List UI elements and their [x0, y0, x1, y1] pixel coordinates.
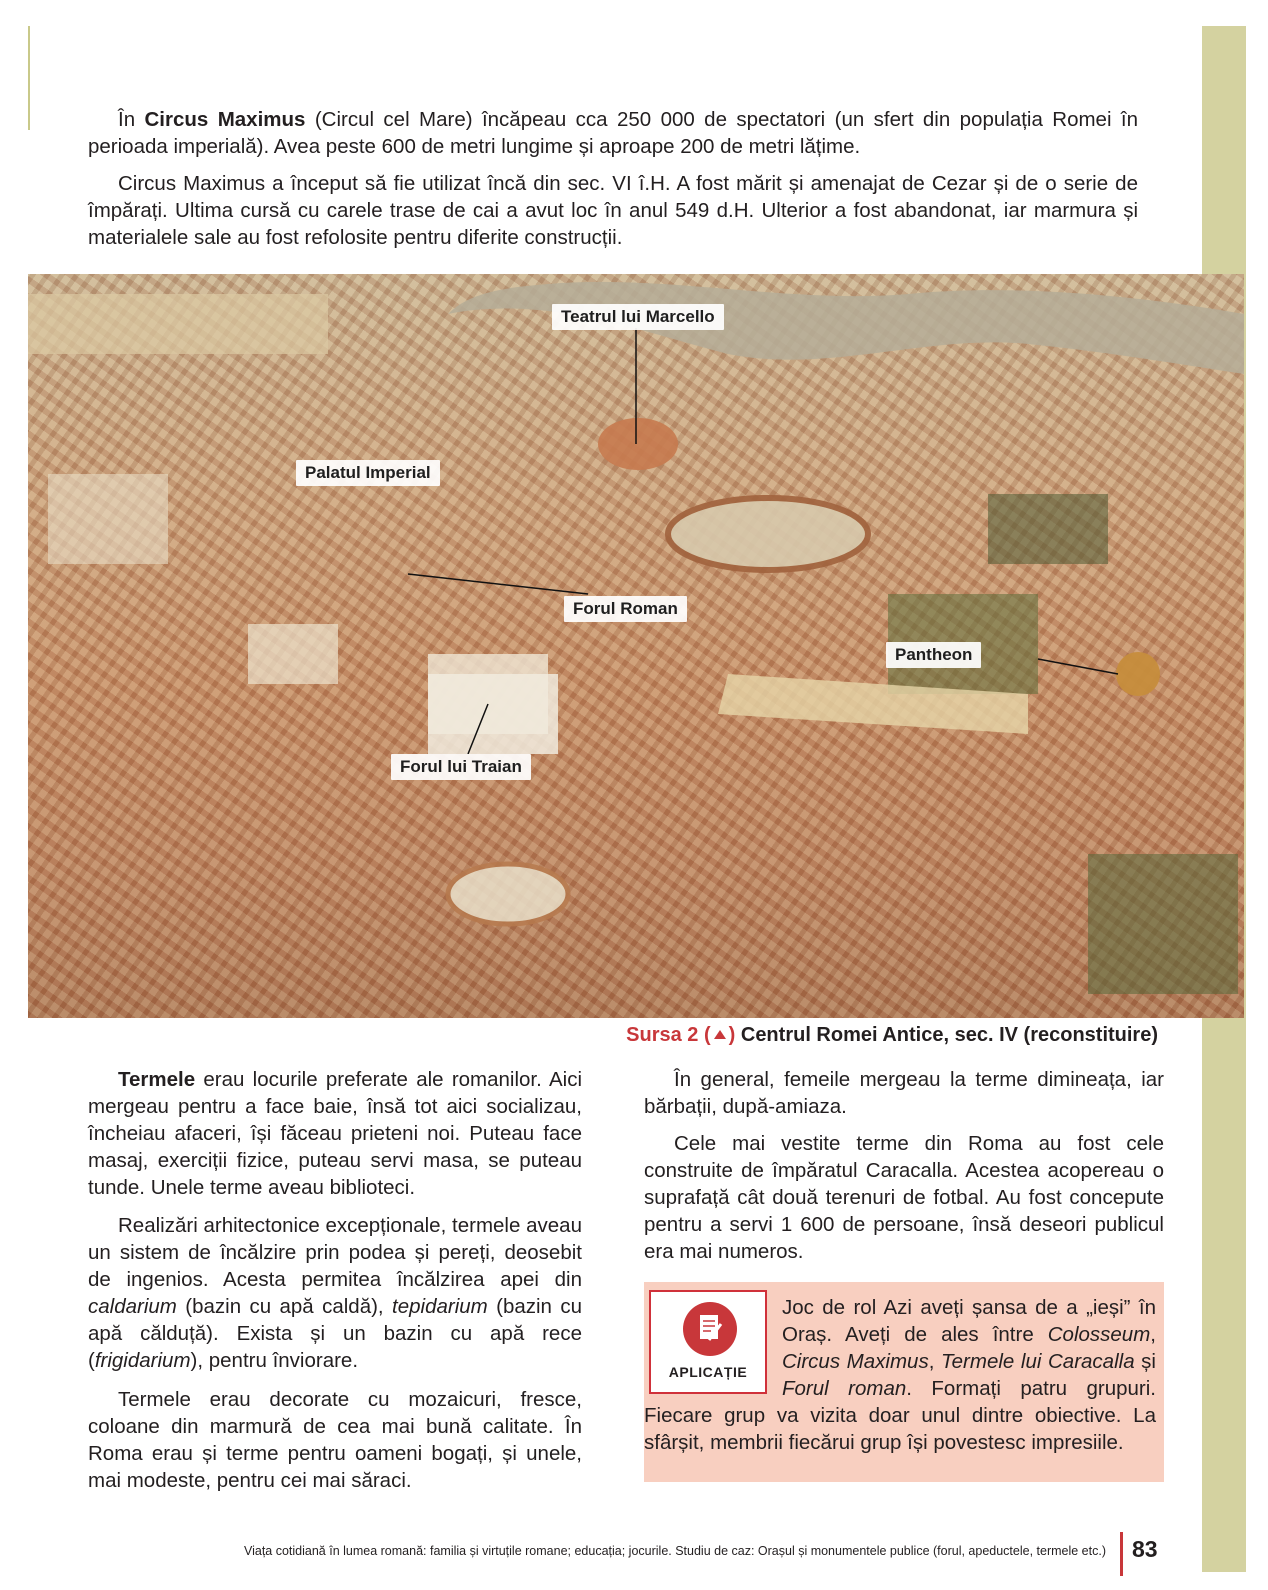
page-number: 83: [1132, 1536, 1158, 1562]
application-badge-label: APLICAȚIE: [668, 1364, 748, 1380]
label-pantheon: Pantheon: [886, 642, 981, 668]
triangle-up-icon: [714, 1030, 726, 1039]
intro-paragraph-1: În Circus Maximus (Circul cel Mare) încăpeau cca 250 000 de spectatori (un sfert din populația Romei în perioada imperială). Avea peste 600 de metri lungime și aproape 200 de metri lățime.: [88, 108, 1138, 158]
left-paragraph-3: Termele erau decorate cu mozaicuri, fresce, coloane din marmură de cea mai bună calitate. În Roma erau și terme pentru oameni bogați, și unele, mai modeste, pentru cei mai săraci.: [88, 1388, 582, 1492]
right-paragraph-2: Cele mai vestite terme din Roma au fost cele construite de împăratul Caracalla. Acestea acopereau o suprafață cât două terenuri de fotbal. Au fost concepute pentru a servi 1 600 de persoane, însă deseori publicul era mai numeros.: [644, 1132, 1164, 1263]
termele-term: Termele: [118, 1068, 196, 1091]
left-paragraph-1: Termele erau locurile preferate ale romanilor. Aici mergeau pentru a face baie, însă tot aici socializau, încheiau afaceri, își făceau prieteni noi. Puteau face masaj, exerciții fizice, puteau servi masa, se puteau tunde. Unele terme aveau biblioteci.: [88, 1068, 582, 1199]
circus-maximus-term: Circus Maximus: [144, 108, 306, 131]
rome-model-illustration: [28, 274, 1244, 1018]
intro-paragraph-2: Circus Maximus a început să fie utilizat încă din sec. VI î.H. A fost mărit și amenajat de Cezar și de o serie de împărați. Ultima cursă cu carele trase de cai a avut loc în anul 549 d.H. Ulterior a fost abandonat, iar marmura și materialele sale au fost refolosite pentru diferite construcții.: [88, 172, 1138, 249]
badge-spacer: [644, 1294, 782, 1402]
joc-de-rol-heading: Joc de rol: [782, 1296, 877, 1319]
page-number-rule: [1120, 1532, 1123, 1576]
application-text-flow: Joc de rol Azi aveți șansa de a „ieși” în Oraș. Aveți de ales între Colosseum, Circus Maximus, Termele lui Caracalla și Forul roman. Formați patru grupuri. Fiecare grup va vizita doar unul dintre obiective. La sfârșit, membrii fiecărui grup își povestesc impresiile.: [644, 1296, 1156, 1454]
caption-source: Sursa 2 ( ): [626, 1024, 736, 1046]
right-paragraph-1: În general, femeile mergeau la terme dimineața, iar bărbații, după-amiaza.: [644, 1068, 1164, 1118]
label-teatrul-lui-marcello: Teatrul lui Marcello: [552, 304, 724, 330]
rome-model-photo: [28, 274, 1244, 1018]
left-paragraph-2: Realizări arhitectonice excepționale, termele aveau un sistem de încălzire prin podea și pereți, deosebit de ingenios. Acesta permitea încălzirea apei din caldarium (bazin cu apă caldă), tepidarium (bazin cu apă călduță). Exista și un bazin cu apă rece (frigidarium), pentru înviorare.: [88, 1214, 582, 1372]
footer-topic: Viața cotidiană în lumea romană: familia și virtuțile romane; educația; jocurile. Studiu de caz: Orașul și monumentele publice (forul, apeductele, termele etc.): [243, 1544, 1106, 1558]
label-palatul-imperial: Palatul Imperial: [296, 460, 440, 486]
photo-caption: Sursa 2 ( ) Centrul Romei Antice, sec. IV (reconstituire): [626, 1024, 1158, 1046]
left-rule: [28, 26, 30, 130]
label-forul-lui-traian: Forul lui Traian: [391, 754, 531, 780]
label-forul-roman: Forul Roman: [564, 596, 687, 622]
